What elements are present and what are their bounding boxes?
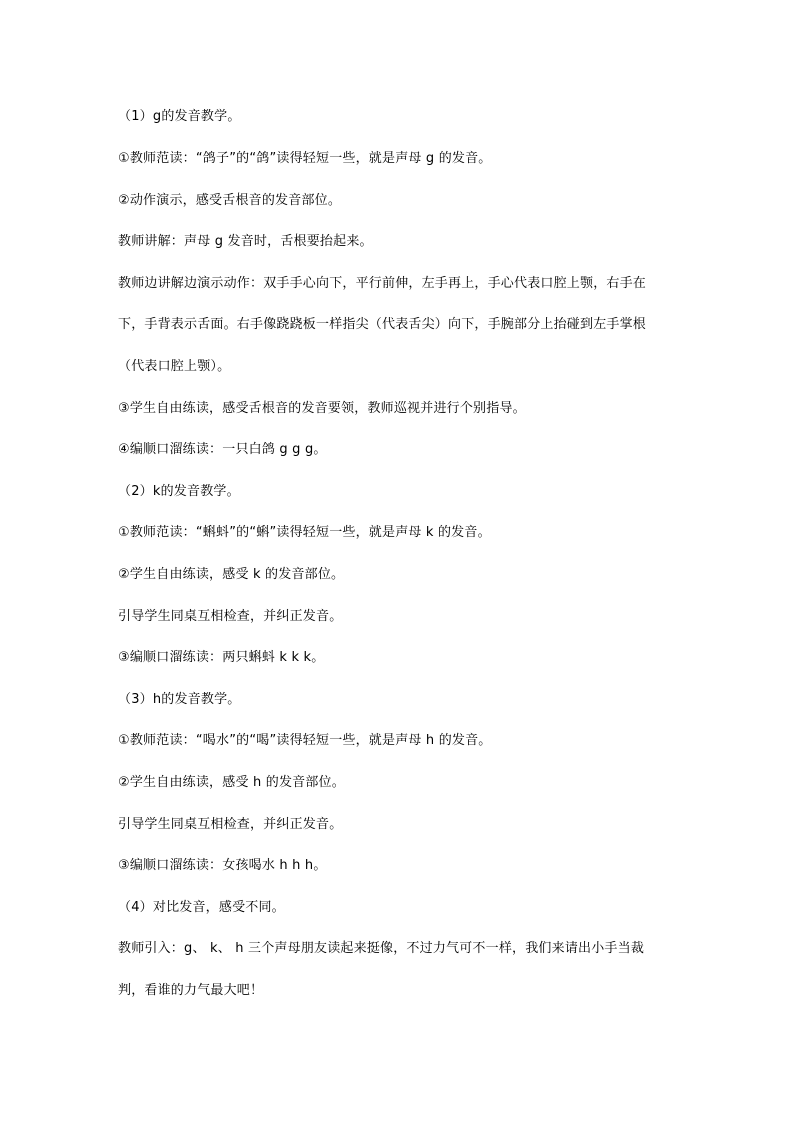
paragraph: ③编顺口溜练读：女孩喝水 h h h。: [118, 858, 327, 873]
paragraph: 教师引入：g、 k、 h 三个声母朋友读起来挺像，不过力气可不一样，我们来请出小手当裁: [118, 941, 645, 956]
paragraph: 教师讲解：声母 g 发音时，舌根要抬起来。: [118, 234, 373, 249]
paragraph: ②学生自由练读，感受 k 的发音部位。: [118, 567, 345, 582]
paragraph: 引导学生同桌互相检查，并纠正发音。: [118, 609, 343, 624]
section-heading-k: （2）k的发音教学。: [118, 484, 240, 499]
paragraph: 下，手背表示舌面。右手像跷跷板一样指尖（代表舌尖）向下，手腕部分上抬碰到左手掌根: [118, 317, 647, 332]
paragraph: ④编顺口溜练读：一只白鸽 g g g。: [118, 442, 327, 457]
paragraph: ①教师范读：“鸽子”的“鸽”读得轻短一些，就是声母 g 的发音。: [118, 151, 492, 166]
paragraph: ②学生自由练读，感受 h 的发音部位。: [118, 775, 345, 790]
paragraph: ③学生自由练读，感受舌根音的发音要领，教师巡视并进行个别指导。: [118, 401, 526, 416]
paragraph: ①教师范读：“喝水”的“喝”读得轻短一些，就是声母 h 的发音。: [118, 733, 492, 748]
paragraph: 引导学生同桌互相检查，并纠正发音。: [118, 817, 343, 832]
paragraph: ①教师范读：“蝌蚪”的“蝌”读得轻短一些，就是声母 k 的发音。: [118, 525, 491, 540]
section-heading-compare: （4）对比发音，感受不同。: [118, 900, 285, 915]
paragraph: （代表口腔上颚）。: [118, 359, 231, 374]
section-heading-g: （1）g的发音教学。: [118, 109, 241, 124]
paragraph: ②动作演示，感受舌根音的发音部位。: [118, 193, 342, 208]
section-heading-h: （3）h的发音教学。: [118, 692, 241, 707]
paragraph: 判，看谁的力气最大吧！: [118, 983, 264, 998]
paragraph: 教师边讲解边演示动作：双手手心向下，平行前伸，左手再上，手心代表口腔上颚，右手在: [118, 276, 647, 291]
paragraph: ③编顺口溜练读：两只蝌蚪 k k k。: [118, 650, 325, 665]
